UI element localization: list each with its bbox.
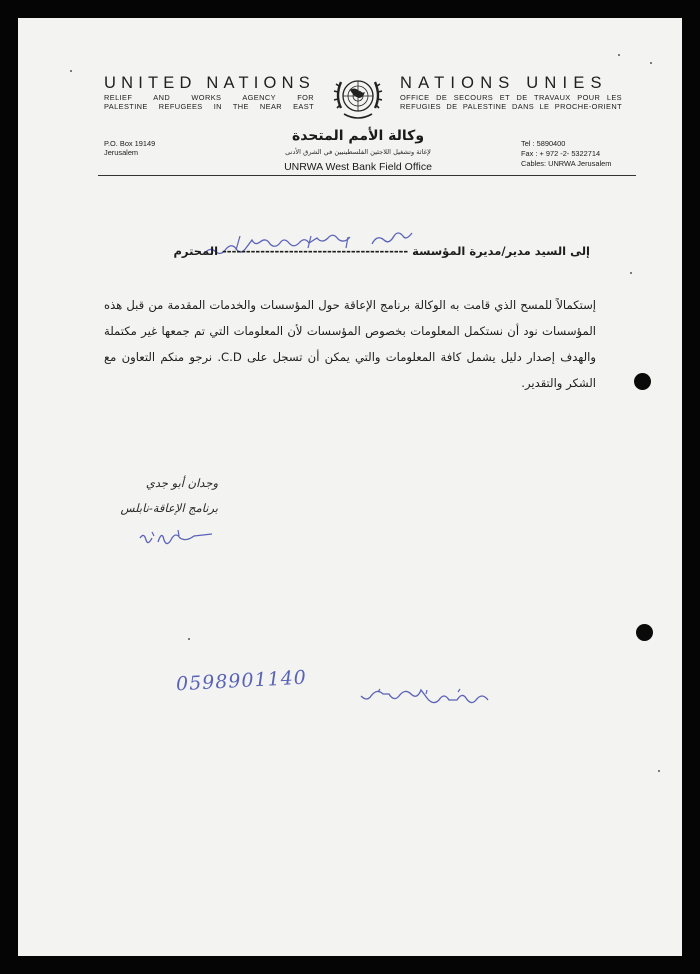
signer-program: برنامج الإعاقة-نابلس (120, 501, 218, 515)
letter-page (18, 18, 682, 956)
agency-line-en-2: PALESTINE REFUGEES IN THE NEAR EAST (104, 102, 314, 111)
addressee-line: إلى السيد مدير/مديرة المؤسسة --------------------------------------- المحترم (173, 244, 590, 258)
cables: Cables: UNRWA Jerusalem (521, 159, 612, 168)
punch-hole-top (634, 373, 651, 390)
agency-line-fr-1: OFFICE DE SECOURS ET DE TRAVAUX POUR LES (400, 93, 622, 102)
handwritten-signature (128, 524, 228, 554)
po-box: P.O. Box 19149 (104, 139, 156, 148)
letterhead-french (400, 74, 622, 111)
handwritten-note (338, 684, 498, 714)
un-title-en: UNITED NATIONS (104, 74, 315, 92)
letterhead-english (104, 74, 314, 111)
un-emblem-icon (330, 72, 386, 124)
postal-address (104, 139, 155, 157)
city: Jerusalem (104, 148, 139, 157)
agency-subtitle-arabic: لإغاثة وتشغيل اللاجئين الفلسطينيين في الشرق الأدنى (285, 148, 431, 156)
signer-name: وجدان أبو جدي (145, 476, 218, 490)
telephone: Tel : 5890400 (521, 139, 566, 148)
handwritten-phone-number: 0598901140 (175, 666, 308, 696)
field-office: UNRWA West Bank Field Office (284, 161, 432, 173)
paper-speck (650, 62, 652, 64)
agency-line-en-1: RELIEF AND WORKS AGENCY FOR (104, 93, 314, 102)
contact-details (521, 139, 611, 169)
agency-line-fr-2: REFUGIES DE PALESTINE DANS LE PROCHE-ORIENT (400, 102, 622, 111)
paper-speck (618, 54, 620, 56)
paper-speck (188, 638, 190, 640)
agency-name-arabic: وكالة الأمم المتحدة (291, 128, 425, 144)
letter-body: إستكمالاً للمسح الذي قامت به الوكالة برنامج الإعاقة حول المؤسسات والخدمات المقدمة من قبل هذه المؤسسات نود أن نستكمل المعلومات بخصوص المؤسسات لأن المعلومات التي تم جمعها غير مكتملة والهدف إصدار دليل يشمل كافة المعلومات والتي يمكن أن تسجل على C.D. نرجو منكم التعاون مع الشكر والتقدير. (104, 298, 596, 390)
punch-hole-bottom (636, 624, 653, 641)
paper-speck (630, 272, 632, 274)
paper-speck (658, 770, 660, 772)
fax: Fax : + 972 -2- 5322714 (521, 149, 601, 158)
un-title-fr: NATIONS UNIES (400, 74, 608, 92)
paper-speck (70, 70, 72, 72)
header-divider (98, 175, 636, 176)
